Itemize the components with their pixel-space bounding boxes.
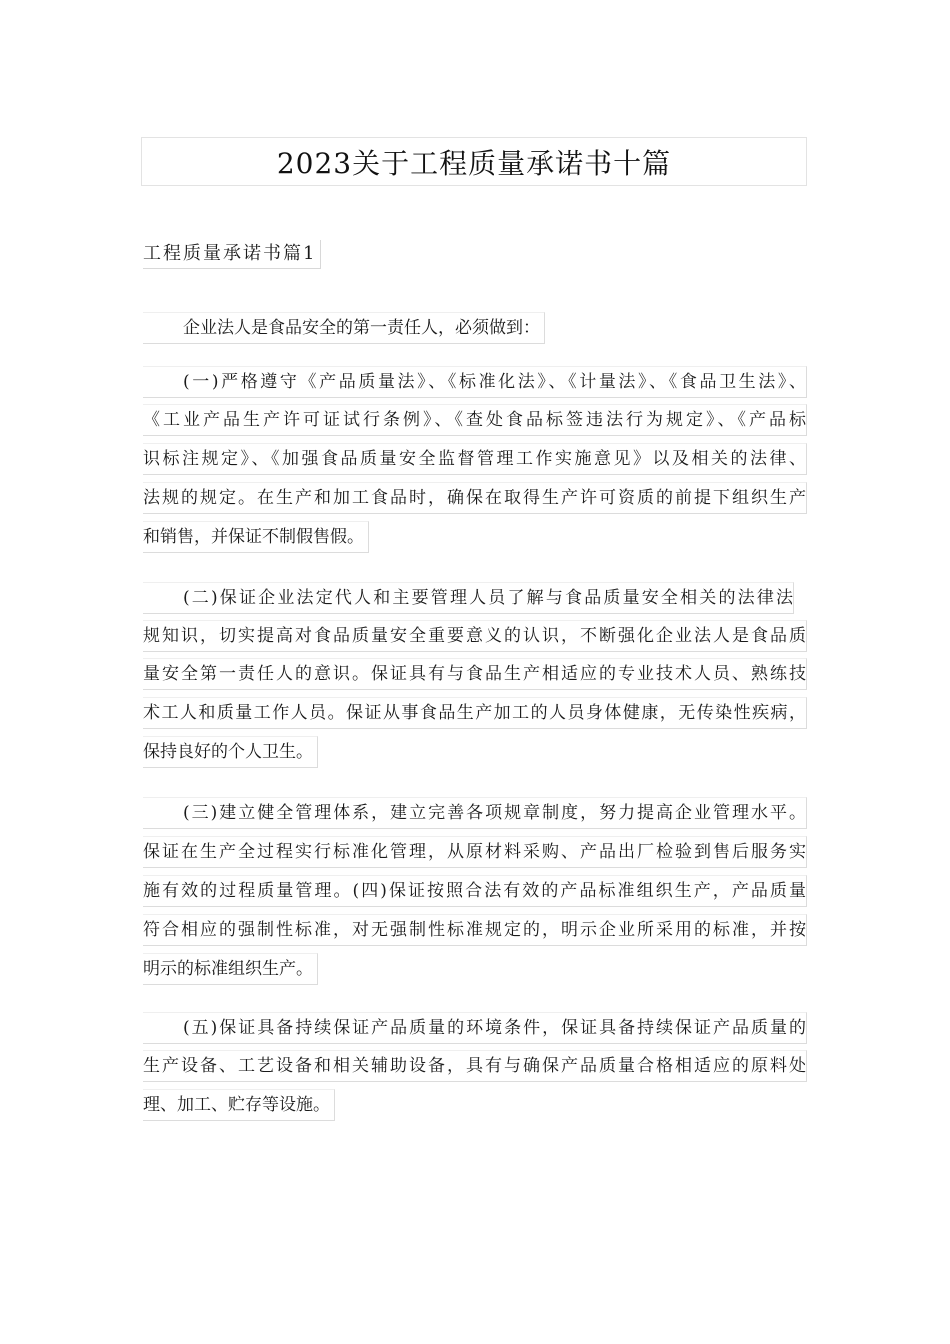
text-line: 符合相应的强制性标准，对无强制性标准规定的，明示企业所采用的标准，并按: [143, 914, 807, 946]
text-line: 和销售，并保证不制假售假。: [143, 521, 369, 553]
text-line: 理、加工、贮存等设施。: [143, 1089, 335, 1121]
document-title: 2023关于工程质量承诺书十篇: [141, 137, 807, 186]
text-line: 量安全第一责任人的意识。保证具有与食品生产相适应的专业技术人员、熟练技: [143, 658, 807, 690]
text-line: 术工人和质量工作人员。保证从事食品生产加工的人员身体健康，无传染性疾病，: [143, 697, 807, 729]
text-line: (二)保证企业法定代人和主要管理人员了解与食品质量安全相关的法律法: [143, 582, 794, 614]
text-line: 保证在生产全过程实行标准化管理，从原材料采购、产品出厂检验到售后服务实: [143, 836, 807, 868]
section-heading: 工程质量承诺书篇1: [143, 240, 321, 269]
text-line: 识标注规定》、《加强食品质量安全监督管理工作实施意见》以及相关的法律、: [143, 443, 807, 475]
text-line: 保持良好的个人卫生。: [143, 736, 318, 768]
text-line: (一)严格遵守《产品质量法》、《标准化法》、《计量法》、《食品卫生法》、: [143, 366, 807, 398]
text-line: 《工业产品生产许可证试行条例》、《查处食品标签违法行为规定》、《产品标: [143, 404, 807, 436]
text-line: 企业法人是食品安全的第一责任人，必须做到：: [143, 312, 545, 344]
text-line: 生产设备、工艺设备和相关辅助设备，具有与确保产品质量合格相适应的原料处: [143, 1050, 807, 1082]
text-line: 法规的规定。在生产和加工食品时，确保在取得生产许可资质的前提下组织生产: [143, 482, 807, 514]
text-line: 明示的标准组织生产。: [143, 953, 318, 985]
text-line: (三)建立健全管理体系，建立完善各项规章制度，努力提高企业管理水平。: [143, 797, 807, 829]
text-line: 规知识，切实提高对食品质量安全重要意义的认识，不断强化企业法人是食品质: [143, 620, 807, 652]
text-line: (五)保证具备持续保证产品质量的环境条件，保证具备持续保证产品质量的: [143, 1012, 807, 1044]
text-line: 施有效的过程质量管理。(四)保证按照合法有效的产品标准组织生产，产品质量: [143, 875, 807, 907]
